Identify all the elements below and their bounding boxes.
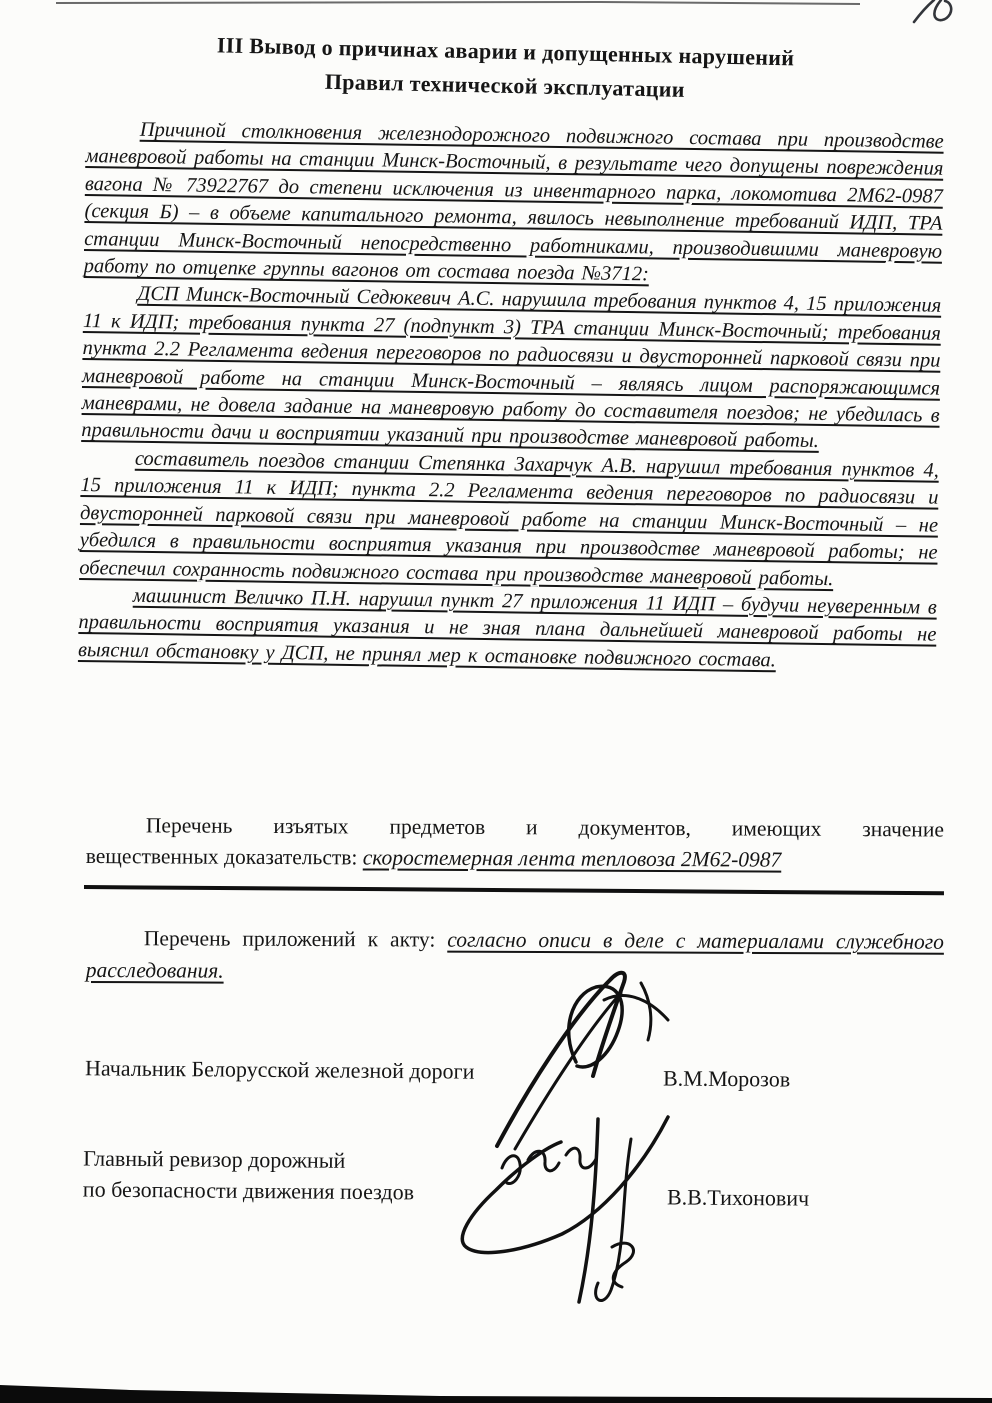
paragraph-cause: Причиной столкновения железнодорожного подвижного состава при производстве маневровой работы на станции Минск-Восточный, в результате чего допущены повреждения вагона № 73922767 до степени исключения из инвентарного парка, локомотива 2М62-0987 (секция Б) – в объеме капитального ремонта, явилось невыполнение требований ИДП, ТРА станции Минск-Восточный непосредственно работниками, производившими маневровую работу по отцепке группы вагонов от состава поезда №3712: [83,118,944,286]
signature-tikhonovich-icon [462,1117,668,1302]
evidence-label-line2: вещественных доказательств: [85,843,363,870]
page-number-mark-icon [914,0,951,22]
attachments-section [86,922,944,990]
heading-line-2: Правил технической эксплуатации [324,68,686,102]
evidence-label-line1: Перечень изъятых предметов и документов, имеющих значение [145,813,944,842]
evidence-value: скоростемерная лента тепловоза 2М62-0987 [362,845,782,872]
paragraph-zakharchuk: составитель поездов станции Степянка Захарчук А.В. нарушил требования пунктов 4, 15 приложения 11 к ИДП; пункта 2.2 Регламента ведения переговоров по радиосвязи и двусторонней парковой связи при маневровой работе на станции Минск-Восточный – не убедился в правильности восприятия указания при производстве маневровой работы; не обеспечил сохранность подвижного состава при производстве маневровой работы. [79,447,939,590]
signature-morozov-icon [497,973,668,1149]
signatory-name-morozov: В.М.Морозов [662,1065,791,1092]
evidence-section [86,810,944,876]
attachments-label: Перечень приложений к акту: [143,926,448,952]
paragraph-velichko: машинист Величко П.Н. нарушил пункт 27 приложения 11 ИДП – будучи неуверенным в правильности восприятия указания и не зная плана дальнейшей маневровой работы не выяснил обстановку у ДСП, не принял мер к остановке подвижного состава. [77,584,937,672]
scan-edge-line-icon [56,2,860,4]
conclusion-paragraphs [78,116,944,677]
section-divider-rule [84,885,944,895]
signatory-name-tikhonovich: В.В.Тихонович [666,1184,810,1211]
paragraph-dsp-sedyukevich: ДСП Минск-Восточный Седюкевич А.С. нарушила требования пунктов 4, 15 приложения 11 к ИДП; требования пункта 27 (подпункт 3) ТРА станции Минск-Восточный; требования пункта 2.2 Регламента ведения переговоров по радиосвязи и двусторонней парковой связи при маневровой работе на станции Минск-Восточный – являясь лицом распоряжающимся маневрами, не довела задание на маневровую работу до составителя поездов; не убедилась в правильности дачи и восприятии указаний при производстве маневровой работы. [81,283,942,453]
attachments-value: согласно описи в деле с материалами служебного расследования. [85,927,944,983]
signatory-title-head-of-railway: Начальник Белорусской железной дороги [84,1055,475,1084]
signatory-title-chief-inspector-line2: по безопасности движения поездов [82,1176,415,1205]
signatory-title-chief-inspector-line1: Главный ревизор дорожный [83,1145,346,1173]
signatory-title-chief-inspector [83,1143,415,1208]
heading-line-1: III Вывод о причинах аварии и допущенных нарушений [216,32,795,71]
section-heading [91,25,920,112]
scan-shadow-wedge-icon [0,1385,992,1403]
